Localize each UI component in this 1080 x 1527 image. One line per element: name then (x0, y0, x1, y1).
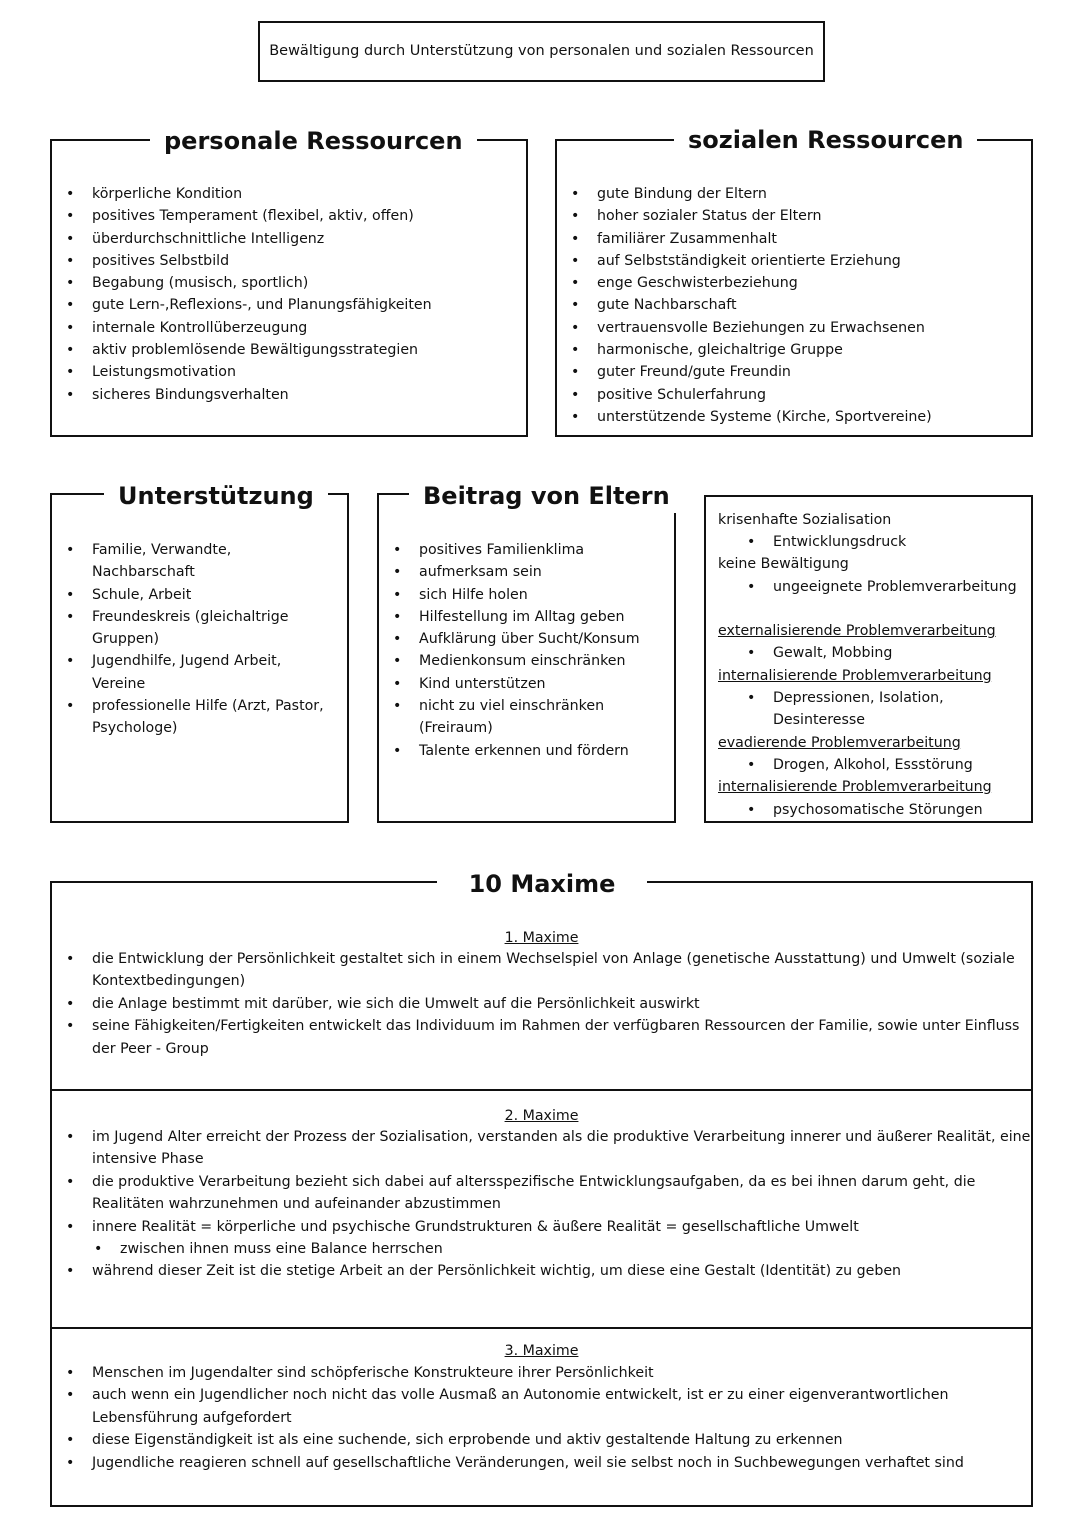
list-item: • gute Lern-,Reflexions-, und Planungsfähigkeiten (66, 294, 506, 316)
crisis-line: Desinteresse (773, 712, 866, 728)
maxime-1-list (92, 948, 1042, 1060)
personal-resources-heading: personale Ressourcen (150, 124, 477, 158)
maxime-box (50, 881, 1033, 1507)
support-box (50, 493, 349, 823)
list-item: • im Jugend Alter erreicht der Prozess der Sozialisation, verstanden als die produktive Verarbeitung innerer und äußerer Realität, eine intensive Phase (92, 1126, 1042, 1171)
personal-resources-list (66, 183, 506, 406)
list-item: • Jugendliche reagieren schnell auf gesellschaftliche Veränderungen, weil sie selbst noch in Suchbewegungen verhaftet sind (92, 1452, 1022, 1474)
list-item: • professionelle Hilfe (Arzt, Pastor, Psychologe) (66, 695, 336, 740)
document-title: Bewältigung durch Unterstützung von personalen und sozialen Ressourcen (258, 21, 825, 82)
crisis-box (704, 495, 1033, 823)
list-item: • überdurchschnittliche Intelligenz (66, 228, 506, 250)
list-item: • innere Realität = körperliche und psychische Grundstrukturen & äußere Realität = gesellschaftliche Umwelt (92, 1216, 1042, 1238)
crisis-line: • Drogen, Alkohol, Essstörung (773, 754, 973, 776)
crisis-line: • ungeeignete Problemverarbeitung (773, 576, 1017, 598)
list-item: • auch wenn ein Jugendlicher noch nicht das volle Ausmaß an Autonomie entwickelt, ist er zu einer eigenverantwortlichen Lebensführung aufgefordert (92, 1384, 1022, 1429)
list-item: • zwischen ihnen muss eine Balance herrschen (92, 1238, 1042, 1260)
list-item: • Familie, Verwandte, Nachbarschaft (66, 539, 336, 584)
list-item: • positives Selbstbild (66, 250, 506, 272)
list-item: • internale Kontrollüberzeugung (66, 317, 506, 339)
social-resources-box (555, 139, 1033, 437)
crisis-line: externalisierende Problemverarbeitung (718, 623, 996, 639)
social-resources-list (571, 183, 1011, 428)
list-item: • positives Temperament (flexibel, aktiv, offen) (66, 205, 506, 227)
list-item: • positive Schulerfahrung (571, 384, 1011, 406)
list-item: • Jugendhilfe, Jugend Arbeit, Vereine (66, 650, 336, 695)
crisis-line: • psychosomatische Störungen (773, 799, 983, 821)
crisis-line: keine Bewältigung (718, 556, 849, 572)
crisis-line: krisenhafte Sozialisation (718, 512, 892, 528)
list-item: • die Entwicklung der Persönlichkeit gestaltet sich in einem Wechselspiel von Anlage (genetische Ausstattung) und Umwelt (soziale Kontextbedingungen) (92, 948, 1042, 993)
parents-heading: Beitrag von Eltern (409, 479, 684, 513)
list-item: • diese Eigenständigkeit ist als eine suchende, sich erprobende und aktiv gestaltende Haltung zu erkennen (92, 1429, 1022, 1451)
crisis-line: • Gewalt, Mobbing (773, 642, 892, 664)
list-item: • die produktive Verarbeitung bezieht sich dabei auf altersspezifische Entwicklungsaufgaben, da es bei ihnen darum geht, die Realitäten wahrzunehmen und aufeinander abzustimmen (92, 1171, 1042, 1216)
list-item: • sich Hilfe holen (393, 584, 678, 606)
list-item: • Freundeskreis (gleichaltrige Gruppen) (66, 606, 336, 651)
list-item: • guter Freund/gute Freundin (571, 361, 1011, 383)
maxime-1-title: 1. Maxime (504, 930, 579, 946)
personal-resources-box (50, 139, 528, 437)
list-item: • aktiv problemlösende Bewältigungsstrategien (66, 339, 506, 361)
list-item: • harmonische, gleichaltrige Gruppe (571, 339, 1011, 361)
crisis-line: • Depressionen, Isolation, (773, 687, 944, 709)
support-list (66, 539, 336, 740)
social-resources-heading: sozialen Ressourcen (674, 123, 977, 157)
list-item: • seine Fähigkeiten/Fertigkeiten entwickelt das Individuum im Rahmen der verfügbaren Ressourcen der Familie, sowie unter Einfluss der Peer - Group (92, 1015, 1042, 1060)
list-item: • Aufklärung über Sucht/Konsum (393, 628, 678, 650)
list-item: • die Anlage bestimmt mit darüber, wie sich die Umwelt auf die Persönlichkeit auswirkt (92, 993, 1042, 1015)
list-item: • Begabung (musisch, sportlich) (66, 272, 506, 294)
list-item: • Menschen im Jugendalter sind schöpferische Konstrukteure ihrer Persönlichkeit (92, 1362, 1022, 1384)
maxime-2-list (92, 1126, 1042, 1283)
list-item: • enge Geschwisterbeziehung (571, 272, 1011, 294)
divider (52, 1327, 1031, 1329)
list-item: • hoher sozialer Status der Eltern (571, 205, 1011, 227)
maxime-3-title: 3. Maxime (504, 1343, 579, 1359)
maxime-3-list (92, 1362, 1022, 1474)
list-item: • Schule, Arbeit (66, 584, 336, 606)
maxime-heading: 10 Maxime (437, 867, 647, 901)
list-item: • gute Nachbarschaft (571, 294, 1011, 316)
maxime-2-title: 2. Maxime (504, 1108, 579, 1124)
list-item: • gute Bindung der Eltern (571, 183, 1011, 205)
list-item: • Kind unterstützen (393, 673, 678, 695)
list-item: • Medienkonsum einschränken (393, 650, 678, 672)
crisis-line: internalisierende Problemverarbeitung (718, 668, 992, 684)
list-item: • Hilfestellung im Alltag geben (393, 606, 678, 628)
support-heading: Unterstützung (104, 479, 328, 513)
parents-box (377, 493, 676, 823)
list-item: • unterstützende Systeme (Kirche, Sportvereine) (571, 406, 1011, 428)
list-item: • während dieser Zeit ist die stetige Arbeit an der Persönlichkeit wichtig, um diese eine Gestalt (Identität) zu geben (92, 1260, 1042, 1282)
list-item: • aufmerksam sein (393, 561, 678, 583)
list-item: • vertrauensvolle Beziehungen zu Erwachsenen (571, 317, 1011, 339)
list-item: • familiärer Zusammenhalt (571, 228, 1011, 250)
list-item: • körperliche Kondition (66, 183, 506, 205)
parents-list (393, 539, 678, 762)
list-item: • positives Familienklima (393, 539, 678, 561)
list-item: • auf Selbstständigkeit orientierte Erziehung (571, 250, 1011, 272)
crisis-line: internalisierende Problemverarbeitung (718, 779, 992, 795)
list-item: • Leistungsmotivation (66, 361, 506, 383)
divider (52, 1089, 1031, 1091)
list-item: • Talente erkennen und fördern (393, 740, 678, 762)
list-item: • nicht zu viel einschränken (Freiraum) (393, 695, 678, 740)
crisis-line: • Entwicklungsdruck (773, 531, 906, 553)
crisis-line: evadierende Problemverarbeitung (718, 735, 961, 751)
list-item: • sicheres Bindungsverhalten (66, 384, 506, 406)
